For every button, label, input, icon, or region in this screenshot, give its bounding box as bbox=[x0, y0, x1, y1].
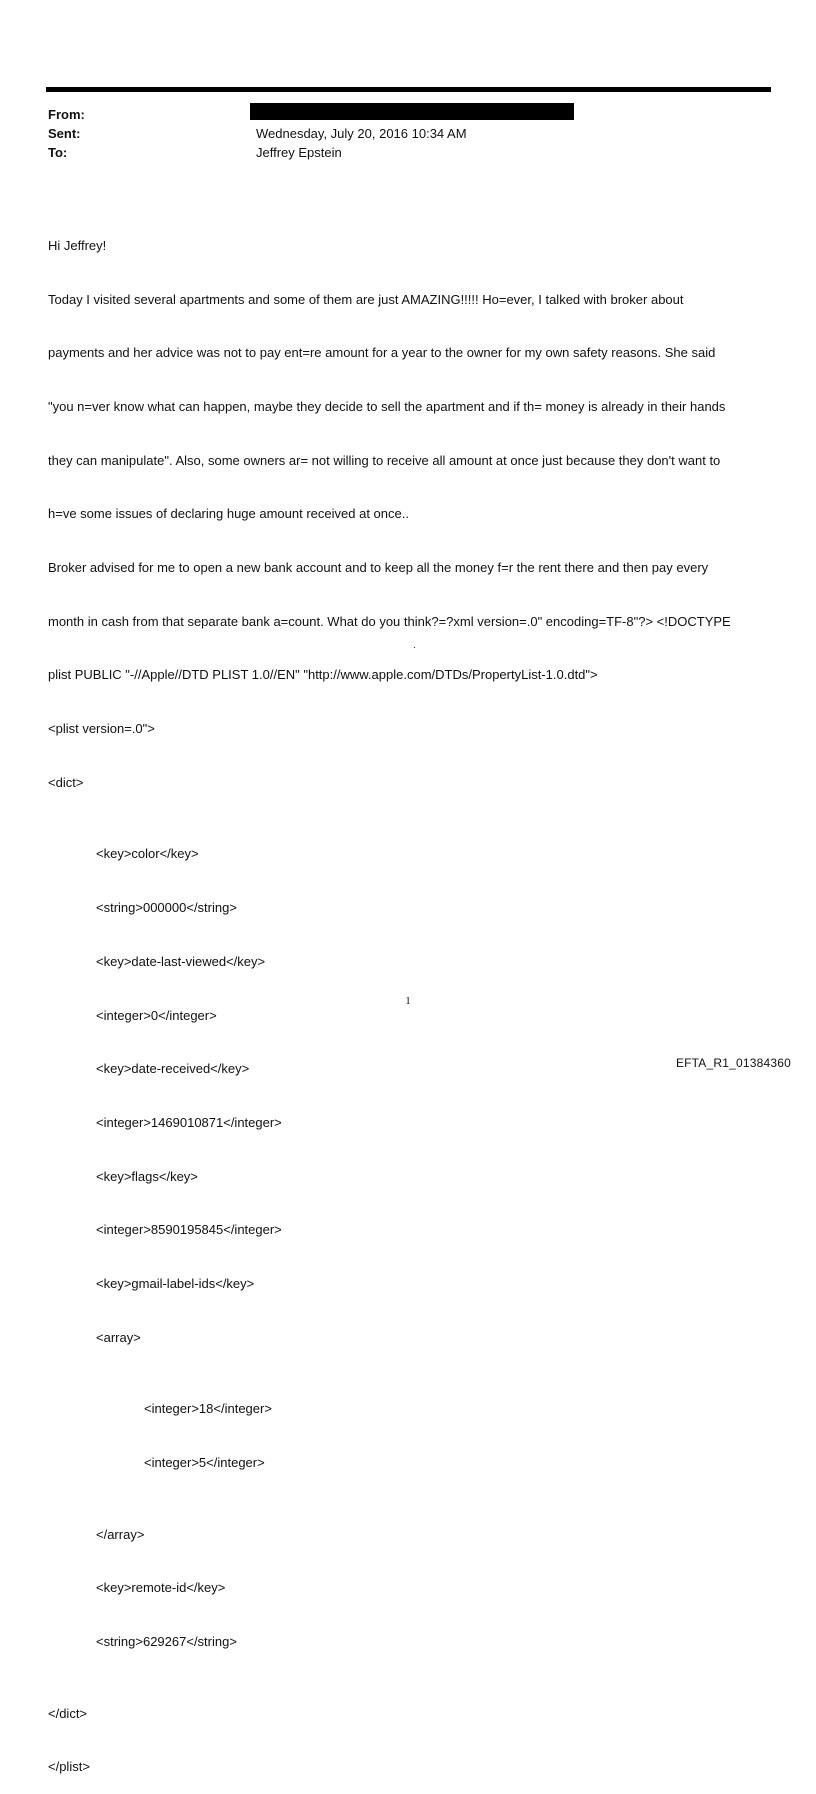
stray-mark: . bbox=[413, 640, 416, 651]
plist-array-line: <integer>5</integer> bbox=[144, 1455, 265, 1471]
sent-label: Sent: bbox=[48, 126, 81, 141]
plist-line: <key>remote-id</key> bbox=[96, 1580, 226, 1596]
body-line: Today I visited several apartments and some of them are just AMAZING!!!!! Ho=ever, I talked with broker about bbox=[48, 291, 684, 307]
sent-row bbox=[48, 125, 768, 143]
plist-line: <key>gmail-label-ids</key> bbox=[96, 1276, 255, 1292]
sent-value: Wednesday, July 20, 2016 10:34 AM bbox=[256, 126, 467, 141]
body-line: <plist version=.0"> bbox=[48, 721, 155, 737]
plist-line: <array> bbox=[96, 1329, 141, 1345]
body-line: they can manipulate". Also, some owners ar= not willing to receive all amount at once just because they don't want to bbox=[48, 452, 721, 468]
to-row bbox=[48, 144, 768, 162]
body-line: h=ve some issues of declaring huge amount received at once.. bbox=[48, 506, 409, 522]
header-rule bbox=[46, 87, 771, 92]
from-label: From: bbox=[48, 107, 85, 122]
plist-line: <string>629267</string> bbox=[96, 1634, 237, 1650]
body-line: plist PUBLIC "-//Apple//DTD PLIST 1.0//EN" "http://www.apple.com/DTDs/PropertyList-1.0.dtd"> bbox=[48, 667, 598, 683]
plist-line: <key>date-received</key> bbox=[96, 1061, 250, 1077]
plist-array-line: <integer>18</integer> bbox=[144, 1401, 272, 1417]
plist-line: <integer>8590195845</integer> bbox=[96, 1222, 282, 1238]
body-line: Broker advised for me to open a new bank account and to keep all the money f=r the rent there and then pay every bbox=[48, 560, 709, 576]
body-line: month in cash from that separate bank a=count. What do you think?=?xml version=.0" encoding=TF-8"?> <!DOCTYPE bbox=[48, 613, 731, 629]
to-value: Jeffrey Epstein bbox=[256, 145, 342, 160]
plist-line: <key>flags</key> bbox=[96, 1168, 198, 1184]
plist-line: <integer>1469010871</integer> bbox=[96, 1114, 282, 1130]
plist-line: <string>000000</string> bbox=[96, 900, 237, 916]
plist-line: </dict> bbox=[48, 1705, 88, 1721]
bates-number: EFTA_R1_01384360 bbox=[675, 1056, 791, 1070]
body-line: "you n=ver know what can happen, maybe they decide to sell the apartment and if th= money is already in their hands bbox=[48, 398, 726, 414]
body-line: payments and her advice was not to pay ent=re amount for a year to the owner for my own safety reasons. She said bbox=[48, 345, 716, 361]
plist-line: </array> bbox=[96, 1526, 145, 1542]
plist-line: </plist> bbox=[48, 1759, 90, 1775]
body-line: <dict> bbox=[48, 774, 84, 790]
to-label: To: bbox=[48, 145, 68, 160]
from-redaction-bar bbox=[250, 103, 574, 120]
page-number: 1 bbox=[405, 995, 411, 1007]
plist-line: <integer>0</integer> bbox=[96, 1007, 217, 1023]
plist-line: <key>color</key> bbox=[96, 846, 199, 862]
plist-line: <key>date-last-viewed</key> bbox=[96, 953, 266, 969]
body-line: Hi Jeffrey! bbox=[48, 237, 107, 253]
